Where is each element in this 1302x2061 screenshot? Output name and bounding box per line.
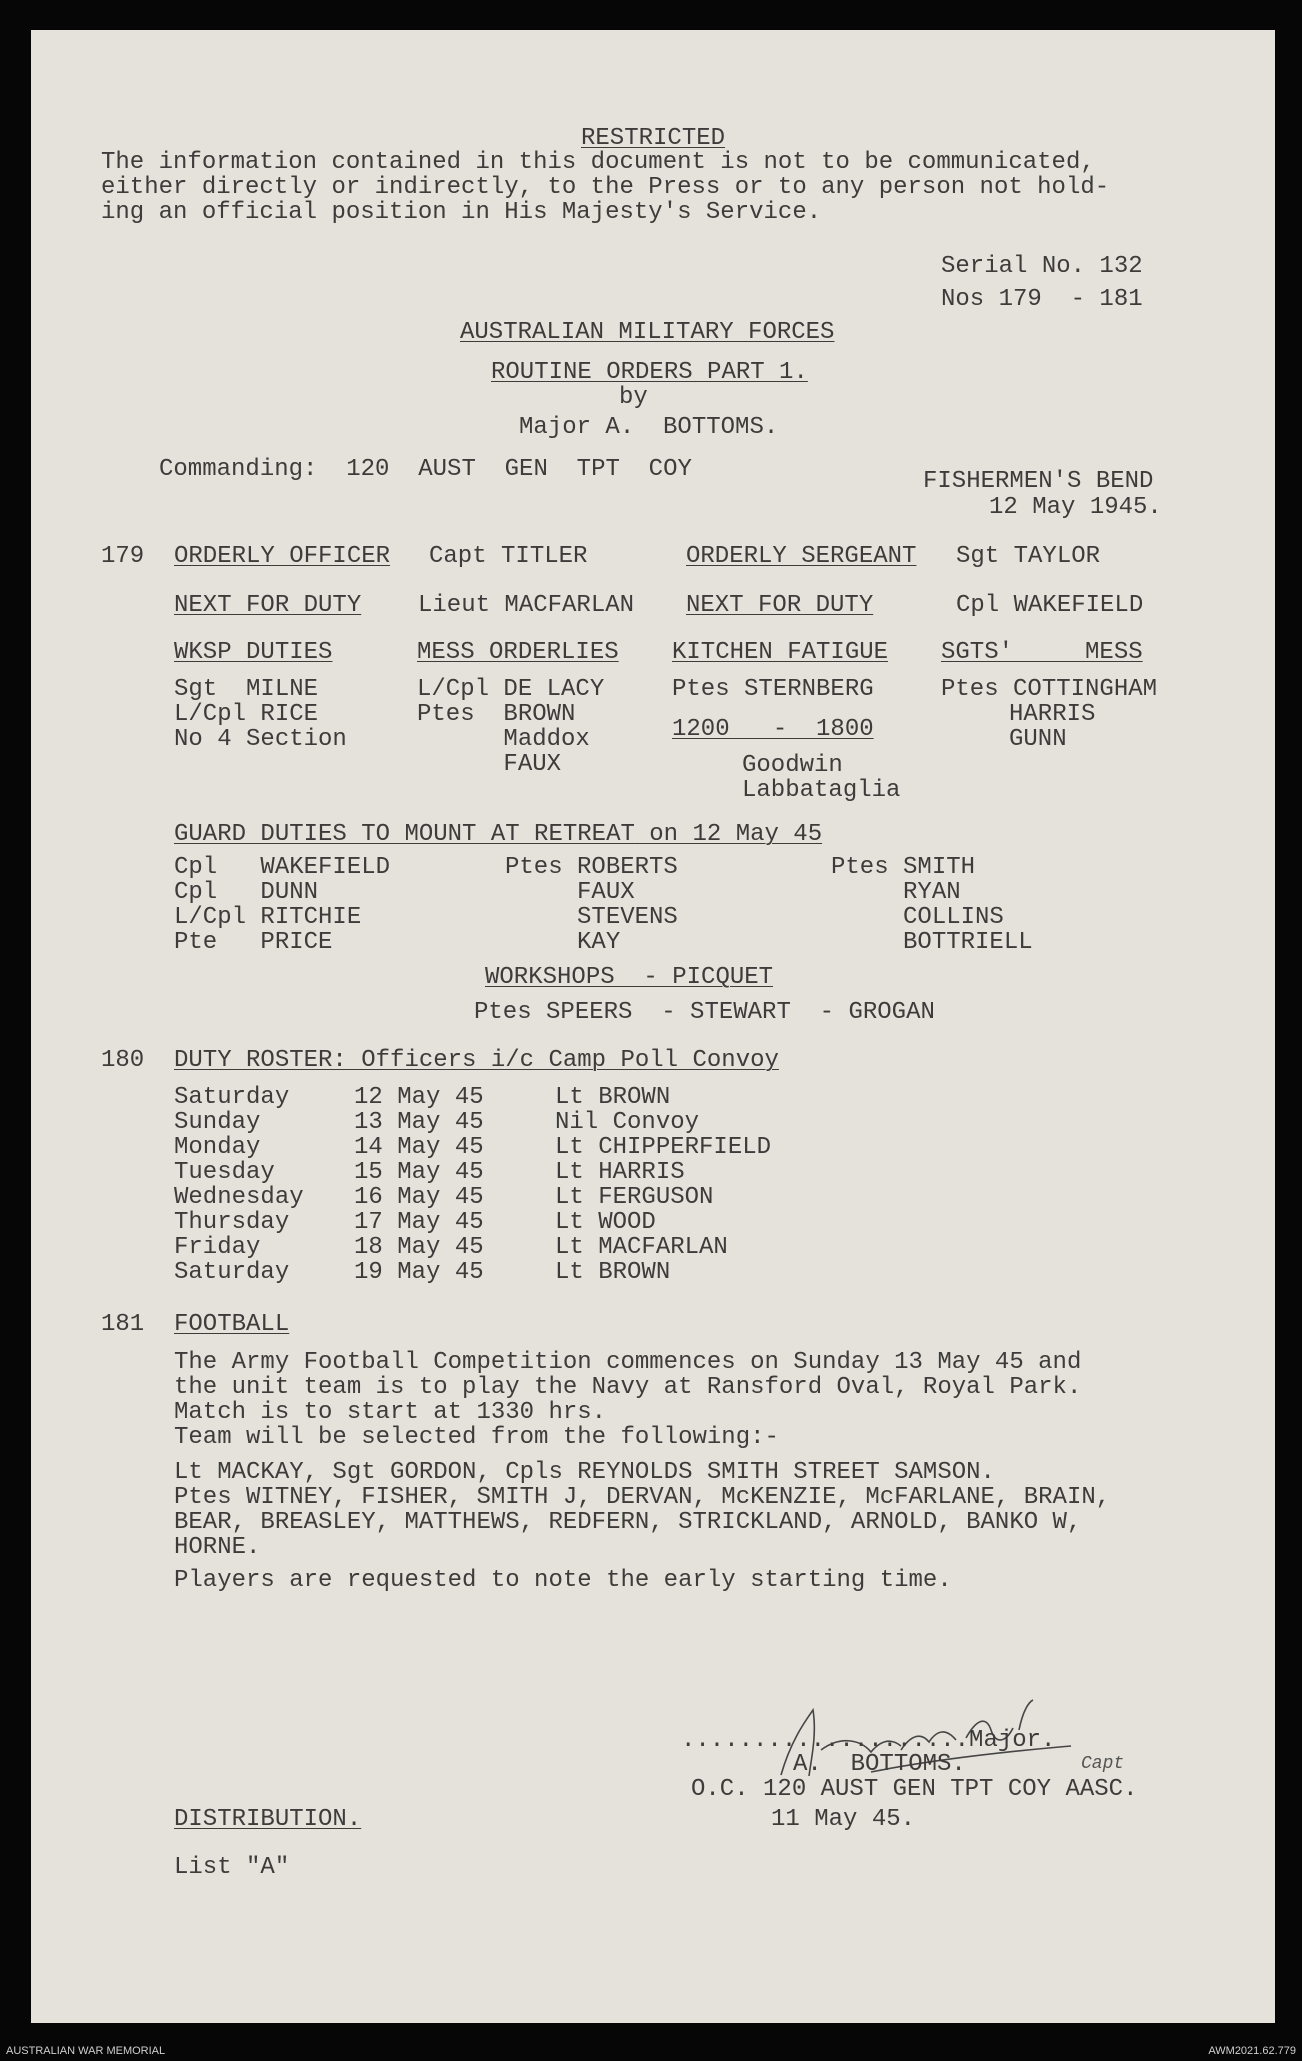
kitchen-fatigue-1: Ptes STERNBERG [672,676,874,703]
football-para-line-3: Match is to start at 1330 hrs. [174,1399,607,1426]
football-para-line-1: The Army Football Competition commences on Sunday 13 May 45 and [174,1349,1082,1376]
players-line-3: BEAR, BREASLEY, MATTHEWS, REDFERN, STRICKLAND, ARNOLD, BANKO W, [174,1509,1082,1536]
issue-date: 12 May 1945. [989,494,1162,521]
officer-name: Major A. BOTTOMS. [519,414,779,441]
next-for-duty-label-officer: NEXT FOR DUTY [174,592,362,619]
mess-orderly-3: Maddox [417,726,590,753]
roster-day-1: Saturday [174,1084,290,1111]
wksp-duty-2: L/Cpl RICE [174,701,319,728]
guard-duties-date: on 12 May 45 [634,821,823,848]
guard-col2-4: KAY [505,929,621,956]
signatory-name: A. BOTTOMS. [793,1751,966,1778]
distribution-heading: DISTRIBUTION. [174,1806,362,1833]
football-heading: FOOTBALL [174,1311,290,1338]
guard-col3-4: BOTTRIELL [831,929,1033,956]
roster-officer-6: Lt WOOD [555,1209,656,1236]
roster-date-5: 16 May 45 [354,1184,484,1211]
order-numbers: Nos 179 - 181 [941,286,1143,313]
wksp-duty-3: No 4 Section [174,726,347,753]
roster-day-3: Monday [174,1134,261,1161]
guard-col3-3: COLLINS [831,904,1004,931]
next-officer-value: Lieut MACFARLAN [418,592,635,619]
guard-col2-2: FAUX [505,879,635,906]
footer-source: AUSTRALIAN WAR MEMORIAL [6,2045,166,2057]
roster-officer-2: Nil Convoy [555,1109,700,1136]
kitchen-fatigue-label: KITCHEN FATIGUE [672,639,889,666]
sgts-mess-3: GUNN [1009,726,1067,753]
mess-orderly-1: L/Cpl DE LACY [417,676,605,703]
guard-col1-2: Cpl DUNN [174,879,319,906]
signatory-unit: O.C. 120 AUST GEN TPT COY AASC. [691,1776,1138,1803]
roster-officer-7: Lt MACFARLAN [555,1234,728,1261]
signature-rank-line: ....................Major. [681,1727,1056,1754]
guard-col1-4: Pte PRICE [174,929,333,956]
roster-officer-3: Lt CHIPPERFIELD [555,1134,772,1161]
players-line-1: Lt MACKAY, Sgt GORDON, Cpls REYNOLDS SMITH STREET SAMSON. [174,1459,995,1486]
commanding-line: Commanding: 120 AUST GEN TPT COY [159,456,692,483]
roster-date-8: 19 May 45 [354,1259,484,1286]
roster-day-2: Sunday [174,1109,261,1136]
guard-col1-1: Cpl WAKEFIELD [174,854,391,881]
roster-day-7: Friday [174,1234,261,1261]
roster-officer-8: Lt BROWN [555,1259,671,1286]
by-line: by [619,384,648,411]
players-line-2: Ptes WITNEY, FISHER, SMITH J, DERVAN, McKENZIE, McFARLANE, BRAIN, [174,1484,1111,1511]
football-para-line-2: the unit team is to play the Navy at Ransford Oval, Royal Park. [174,1374,1082,1401]
roster-officer-5: Lt FERGUSON [555,1184,714,1211]
sgts-mess-1: Ptes COTTINGHAM [941,676,1158,703]
distribution-list: List "A" [174,1854,290,1881]
wksp-duty-1: Sgt MILNE [174,676,319,703]
mess-orderly-2: Ptes BROWN [417,701,576,728]
picquet-heading: WORKSHOPS - PICQUET [485,964,774,991]
guard-col2-1: Ptes ROBERTS [505,854,678,881]
roster-date-4: 15 May 45 [354,1159,484,1186]
order-number-181: 181 [101,1311,145,1338]
notice-line-2: either directly or indirectly, to the Press or to any person not hold- [101,174,1110,201]
roster-date-2: 13 May 45 [354,1109,484,1136]
roster-officer-4: Lt HARRIS [555,1159,685,1186]
guard-col1-3: L/Cpl RITCHIE [174,904,362,931]
kitchen-fatigue-time: 1200 - 1800 [672,716,874,743]
force-heading: AUSTRALIAN MILITARY FORCES [460,319,835,346]
order-number-180: 180 [101,1047,145,1074]
kitchen-fatigue-2: Goodwin [742,752,843,779]
guard-duties-label: GUARD DUTIES TO MOUNT AT RETREAT [174,821,635,848]
kitchen-fatigue-3: Labbataglia [742,777,901,804]
wksp-duties-label: WKSP DUTIES [174,639,333,666]
roster-date-1: 12 May 45 [354,1084,484,1111]
guard-col3-2: RYAN [831,879,961,906]
footer-accession-number: AWM2021.62.779 [1208,2045,1296,2057]
players-line-4: HORNE. [174,1534,261,1561]
mess-orderlies-label: MESS ORDERLIES [417,639,619,666]
orderly-officer-label: ORDERLY OFFICER [174,543,391,570]
notice-line-3: ing an official position in His Majesty's Service. [101,199,822,226]
orderly-sergeant-label: ORDERLY SERGEANT [686,543,917,570]
roster-officer-1: Lt BROWN [555,1084,671,1111]
location: FISHERMEN'S BEND [923,468,1154,495]
football-note: Players are requested to note the early starting time. [174,1567,952,1594]
guard-duties-heading [174,822,822,847]
football-para-line-4: Team will be selected from the following:- [174,1424,779,1451]
next-for-duty-label-sergeant: NEXT FOR DUTY [686,592,874,619]
orderly-sergeant-value: Sgt TAYLOR [956,543,1101,570]
sgts-mess-2: HARRIS [1009,701,1096,728]
roster-date-6: 17 May 45 [354,1209,484,1236]
orderly-officer-value: Capt TITLER [429,543,588,570]
roster-date-7: 18 May 45 [354,1234,484,1261]
roster-day-4: Tuesday [174,1159,275,1186]
duty-roster-heading: DUTY ROSTER: Officers i/c Camp Poll Convoy [174,1047,779,1074]
document-page [31,30,1275,2023]
classification-heading: RESTRICTED [581,125,726,152]
signature-date: 11 May 45. [771,1806,916,1833]
roster-day-5: Wednesday [174,1184,304,1211]
notice-line-1: The information contained in this document is not to be communicated, [101,149,1095,176]
next-sergeant-value: Cpl WAKEFIELD [956,592,1144,619]
sgts-mess-label: SGTS' MESS [941,639,1143,666]
signature-initials: Capt [1081,1754,1125,1774]
guard-col2-3: STEVENS [505,904,678,931]
roster-day-6: Thursday [174,1209,290,1236]
guard-col3-1: Ptes SMITH [831,854,976,881]
serial-number: Serial No. 132 [941,253,1143,280]
roster-day-8: Saturday [174,1259,290,1286]
picquet-names: Ptes SPEERS - STEWART - GROGAN [474,999,935,1026]
document-title: ROUTINE ORDERS PART 1. [491,359,808,386]
mess-orderly-4: FAUX [417,751,562,778]
order-number-179: 179 [101,543,145,570]
roster-date-3: 14 May 45 [354,1134,484,1161]
